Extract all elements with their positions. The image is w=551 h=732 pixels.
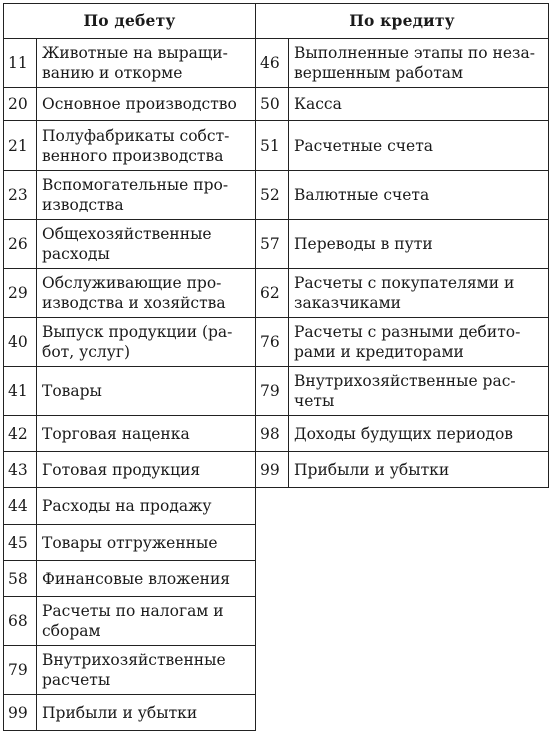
- debit-account-name: Готовая продукция: [37, 452, 256, 488]
- debit-account-name: Внутрихозяйственные расчеты: [37, 646, 256, 695]
- debit-account-name: Расходы на продажу: [37, 488, 256, 525]
- credit-account-name: Расчеты с покупателями и заказчиками: [289, 269, 549, 318]
- credit-account-name: Расчеты с разными дебито-рами и кредиторами: [289, 318, 549, 367]
- credit-account-name: Доходы будущих периодов: [289, 416, 549, 452]
- credit-account-name: Расчетные счета: [289, 121, 549, 171]
- debit-account-name: Торговая наценка: [37, 416, 256, 452]
- debit-account-name: Вспомогательные про-изводства: [37, 171, 256, 220]
- debit-account-number: 26: [4, 220, 37, 269]
- table-row: [4, 220, 549, 269]
- credit-account-number: 62: [256, 269, 289, 318]
- credit-account-number: 76: [256, 318, 289, 367]
- table-row: [4, 269, 549, 318]
- credit-account-number: 46: [256, 39, 289, 88]
- debit-account-number: 99: [4, 695, 37, 731]
- debit-account-name: Выпуск продукции (ра-бот, услуг): [37, 318, 256, 367]
- credit-account-number: 52: [256, 171, 289, 220]
- credit-account-number: 79: [256, 367, 289, 416]
- debit-account-number: 41: [4, 367, 37, 416]
- table-row: [4, 171, 549, 220]
- table-row: [4, 416, 549, 452]
- debit-account-number: 45: [4, 525, 37, 561]
- table-row: [4, 88, 549, 121]
- debit-account-number: 58: [4, 561, 37, 597]
- debit-account-number: 29: [4, 269, 37, 318]
- debit-account-number: 20: [4, 88, 37, 121]
- debit-account-number: 43: [4, 452, 37, 488]
- table-row: [4, 452, 549, 488]
- debit-account-name: Товары: [37, 367, 256, 416]
- credit-account-name: Валютные счета: [289, 171, 549, 220]
- table-row: [4, 367, 549, 416]
- credit-account-name: Касса: [289, 88, 549, 121]
- debit-account-name: Полуфабрикаты собст-венного производства: [37, 121, 256, 171]
- credit-account-number: 99: [256, 452, 289, 488]
- debit-account-number: 23: [4, 171, 37, 220]
- table-row: [4, 488, 549, 525]
- credit-header: По кредиту: [256, 4, 549, 39]
- credit-account-number: 98: [256, 416, 289, 452]
- empty-credit-area: [256, 488, 549, 731]
- debit-account-name: Животные на выращи-ванию и откорме: [37, 39, 256, 88]
- credit-account-name: Переводы в пути: [289, 220, 549, 269]
- debit-account-name: Обслуживающие про-изводства и хозяйства: [37, 269, 256, 318]
- debit-account-name: Финансовые вложения: [37, 561, 256, 597]
- credit-account-name: Прибыли и убытки: [289, 452, 549, 488]
- debit-account-name: Общехозяйственные расходы: [37, 220, 256, 269]
- debit-account-number: 68: [4, 597, 37, 646]
- debit-account-name: Товары отгруженные: [37, 525, 256, 561]
- debit-account-number: 11: [4, 39, 37, 88]
- debit-account-number: 79: [4, 646, 37, 695]
- debit-account-name: Основное производство: [37, 88, 256, 121]
- table-row: [4, 121, 549, 171]
- debit-account-number: 42: [4, 416, 37, 452]
- debit-account-number: 40: [4, 318, 37, 367]
- credit-account-number: 50: [256, 88, 289, 121]
- credit-account-name: Выполненные этапы по неза-вершенным работам: [289, 39, 549, 88]
- credit-account-number: 57: [256, 220, 289, 269]
- debit-header: По дебету: [4, 4, 256, 39]
- header-row: [4, 4, 549, 39]
- debit-account-number: 21: [4, 121, 37, 171]
- debit-account-name: Расчеты по налогам и сборам: [37, 597, 256, 646]
- table-row: [4, 39, 549, 88]
- table-body: [4, 39, 549, 731]
- credit-account-number: 51: [256, 121, 289, 171]
- debit-account-number: 44: [4, 488, 37, 525]
- debit-account-name: Прибыли и убытки: [37, 695, 256, 731]
- credit-account-name: Внутрихозяйственные рас-четы: [289, 367, 549, 416]
- accounts-correspondence-table: [3, 3, 549, 731]
- table-row: [4, 318, 549, 367]
